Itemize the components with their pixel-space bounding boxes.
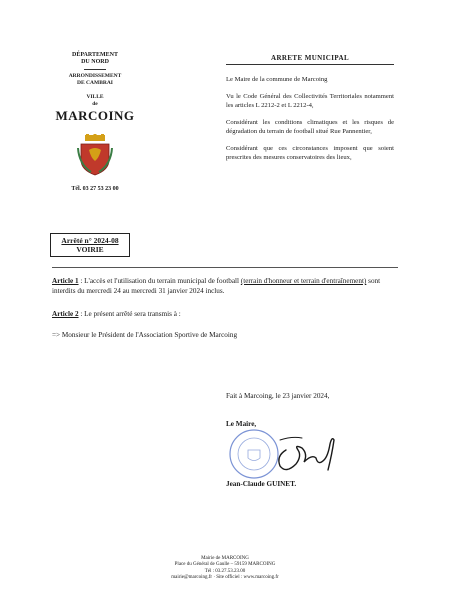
department-line-2: DU NORD [81, 59, 109, 65]
article-1-label: Article 1 [52, 277, 79, 285]
footer-line-4: mairie@marcoing.fr · Site officiel : www.marcoing.fr [171, 574, 279, 580]
article-1-underlined: (terrain d'honneur et terrain d'entraînement) [240, 277, 367, 285]
recipient-line: => Monsieur le Président de l'Association Sportive de Marcoing [52, 331, 238, 339]
decree-number: Arrêté n° 2024-08 [61, 236, 119, 245]
article-1 [52, 277, 398, 296]
ville-de: de [92, 100, 98, 107]
article-1-text-b: sont interdits du mercredi 24 au mercredi 31 janvier 2024 inclus. [52, 277, 381, 295]
article-2-label: Article 2 [52, 310, 79, 318]
article-2-text: : Le présent arrêté sera transmis à : [78, 310, 181, 318]
preamble-considerant-2: Considérant que ces circonstances imposent que soient prescrites des mesures conservatoires des lieux, [226, 145, 394, 161]
article-2 [52, 310, 398, 320]
footer-line-2: Place du Général de Gaulle – 59159 MARCOING [174, 562, 276, 568]
decree-reference-box [50, 233, 130, 257]
coat-of-arms-icon [77, 134, 113, 176]
telephone: Tél. 03 27 53 23 00 [71, 186, 119, 192]
arrondissement-line-1: ARRONDISSEMENT [68, 73, 122, 79]
page-footer [100, 556, 350, 581]
preamble-mayor: Le Maire de la commune de Marcoing [226, 76, 328, 83]
footer-line-3: Tél : 03.27.53.23.00 [204, 568, 246, 574]
section-divider [52, 267, 398, 268]
handwritten-signature [272, 430, 342, 478]
town-name: MARCOING [55, 108, 135, 123]
place-and-date: Fait à Marcoing, le 23 janvier 2024, [226, 392, 330, 400]
header-divider [84, 69, 106, 70]
preamble-vu: Vu le Code Général des Collectivités Territoriales notamment les articles L 2212-2 et L 2212-4, [226, 93, 394, 109]
arrondissement-line-2: DE CAMBRAI [77, 79, 113, 86]
mayor-name: Jean-Claude GUINET. [226, 480, 297, 488]
decree-category: VOIRIE [76, 245, 104, 254]
decree-preamble [226, 54, 394, 162]
municipality-header [45, 52, 145, 192]
signature-block [226, 392, 401, 488]
preamble-considerant-1: Considérant les conditions climatiques et les risques de dégradation du terrain de football situé Rue Pannentier, [226, 119, 394, 135]
ville-label: VILLE [86, 94, 104, 100]
footer-line-1: Mairie de MARCOING [201, 556, 249, 561]
decree-title: ARRETE MUNICIPAL [226, 54, 394, 65]
mayor-title: Le Maire, [226, 420, 257, 428]
department-line-1: DÉPARTEMENT [71, 52, 118, 58]
article-1-text-a: : L'accès et l'utilisation du terrain municipal de football [78, 277, 241, 285]
